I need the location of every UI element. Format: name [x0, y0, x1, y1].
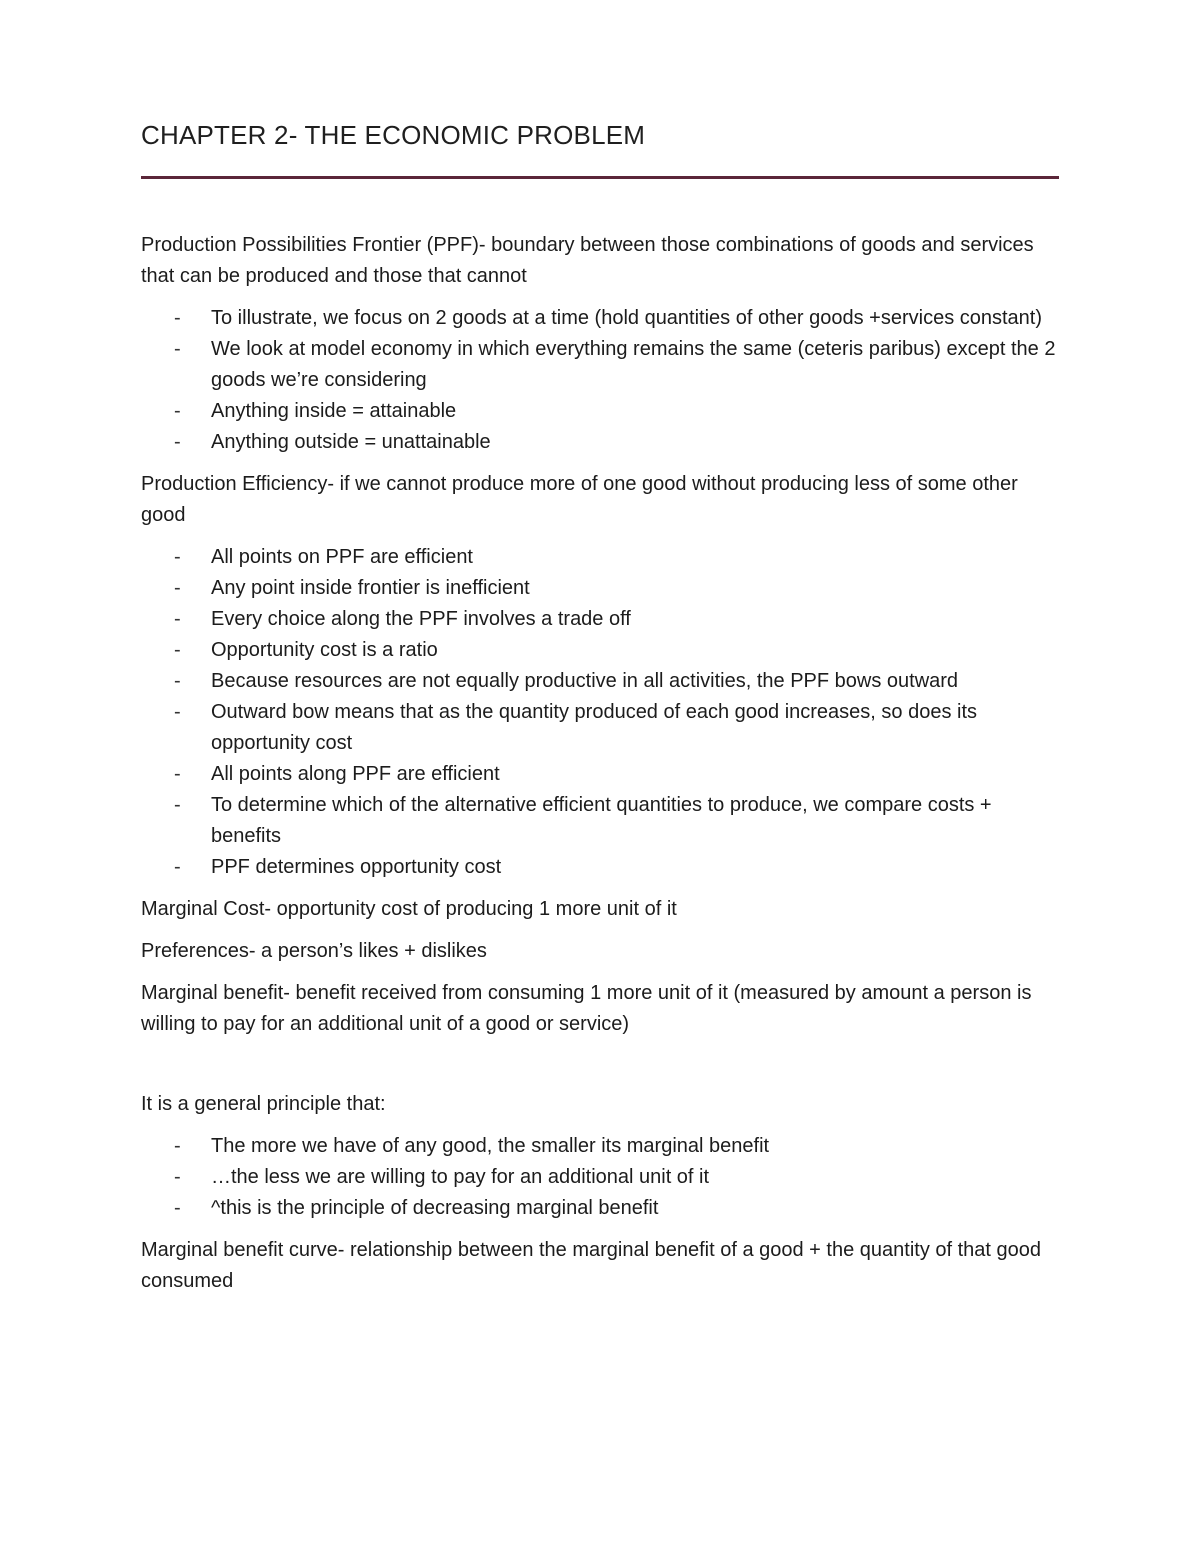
- bullet-dash: -: [174, 763, 181, 785]
- efficiency-definition: Production Efficiency- if we cannot produce more of one good without producing less of some other good: [141, 473, 1018, 526]
- title-rule: [141, 176, 1059, 179]
- bullet-dash: -: [174, 639, 181, 661]
- list-item: - The more we have of any good, the smaller its marginal benefit: [141, 1131, 1059, 1162]
- bullet-dash: -: [174, 1197, 181, 1219]
- list-item: - Any point inside frontier is inefficient: [141, 573, 1059, 604]
- list-item: - PPF determines opportunity cost: [141, 852, 1059, 883]
- list-item: - Every choice along the PPF involves a trade off: [141, 604, 1059, 635]
- list-item: - Opportunity cost is a ratio: [141, 635, 1059, 666]
- bullet-dash: -: [174, 670, 181, 692]
- bullet-dash: -: [174, 1166, 181, 1188]
- chapter-title: CHAPTER 2- THE ECONOMIC PROBLEM: [141, 120, 646, 150]
- list-item: - To illustrate, we focus on 2 goods at a time (hold quantities of other goods +services constant): [141, 303, 1059, 334]
- efficiency-bullet-list: [141, 542, 1059, 883]
- marginal-benefit-definition: Marginal benefit- benefit received from consuming 1 more unit of it (measured by amount a person is willing to pay for an additional unit of a good or service): [141, 982, 1032, 1035]
- list-item: - Anything outside = unattainable: [141, 427, 1059, 458]
- ppf-bullet-list: [141, 303, 1059, 458]
- marginal-cost-definition: Marginal Cost- opportunity cost of producing 1 more unit of it: [141, 898, 677, 920]
- list-item: - To determine which of the alternative efficient quantities to produce, we compare costs + benefits: [141, 790, 1059, 852]
- list-item: - Anything inside = attainable: [141, 396, 1059, 427]
- bullet-dash: -: [174, 701, 181, 723]
- bullet-dash: -: [174, 400, 181, 422]
- bullet-dash: -: [174, 856, 181, 878]
- preferences-definition: Preferences- a person’s likes + dislikes: [141, 940, 487, 962]
- bullet-dash: -: [174, 431, 181, 453]
- principle-heading: It is a general principle that:: [141, 1093, 386, 1115]
- principle-bullet-list: [141, 1131, 1059, 1224]
- bullet-dash: -: [174, 546, 181, 568]
- bullet-dash: -: [174, 338, 181, 360]
- bullet-dash: -: [174, 1135, 181, 1157]
- list-item: - All points along PPF are efficient: [141, 759, 1059, 790]
- document-body: [141, 230, 1059, 1308]
- list-item: - ^this is the principle of decreasing marginal benefit: [141, 1193, 1059, 1224]
- list-item: - …the less we are willing to pay for an additional unit of it: [141, 1162, 1059, 1193]
- bullet-dash: -: [174, 794, 181, 816]
- list-item: - Because resources are not equally productive in all activities, the PPF bows outward: [141, 666, 1059, 697]
- bullet-dash: -: [174, 577, 181, 599]
- list-item: - Outward bow means that as the quantity produced of each good increases, so does its opportunity cost: [141, 697, 1059, 759]
- bullet-dash: -: [174, 608, 181, 630]
- ppf-definition: Production Possibilities Frontier (PPF)- boundary between those combinations of goods and services that can be produced and those that cannot: [141, 234, 1034, 287]
- list-item: - We look at model economy in which everything remains the same (ceteris paribus) except the 2 goods we’re considering: [141, 334, 1059, 396]
- list-item: - All points on PPF are efficient: [141, 542, 1059, 573]
- bullet-dash: -: [174, 307, 181, 329]
- mb-curve-definition: Marginal benefit curve- relationship between the marginal benefit of a good + the quantity of that good consumed: [141, 1239, 1042, 1292]
